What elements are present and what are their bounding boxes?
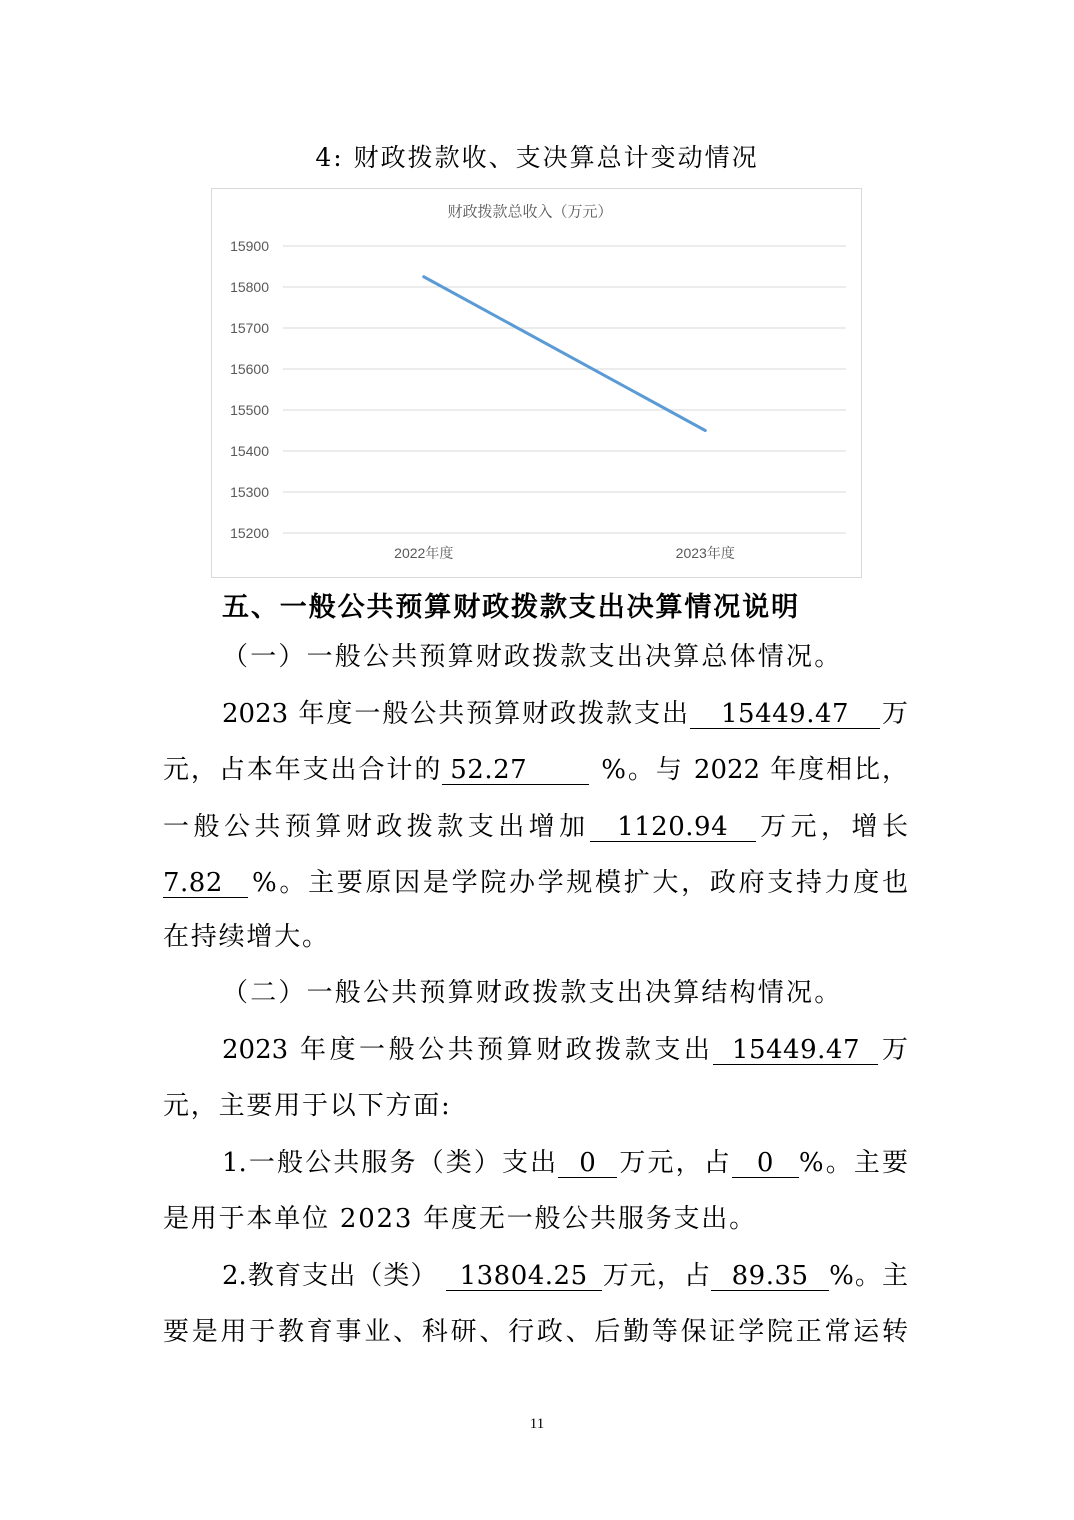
paragraph-text: 2023 年度一般公共预算财政拨款支出 — [222, 699, 691, 729]
paragraph-line — [163, 805, 908, 849]
x-tick-label: 2022年度 — [394, 545, 454, 561]
figure-caption: 4: 财政拨款收、支决算总计变动情况 — [315, 143, 759, 172]
y-tick-label: 15500 — [230, 402, 269, 418]
series-line — [424, 277, 706, 431]
paragraph-line: 在持续增大。 — [163, 922, 330, 952]
chart-title: 财政拨款总收入（万元） — [447, 203, 613, 221]
y-tick-label: 15900 — [230, 238, 269, 254]
paragraph-text: 万元，占 — [617, 1148, 732, 1178]
y-tick-label: 15700 — [230, 320, 269, 336]
paragraph-line — [163, 861, 908, 905]
paragraph-text: 一般公共预算财政拨款支出增加 — [163, 812, 590, 842]
structure-expenditure-amount: 15449.47 — [713, 1036, 878, 1065]
expenditure-amount: 15449.47 — [690, 700, 880, 729]
paragraph-text: %。与 2022 年度相比， — [601, 755, 908, 785]
page-number: 11 — [529, 1416, 545, 1432]
growth-rate: 7.82 — [163, 869, 248, 898]
chart-plot — [212, 189, 861, 577]
paragraph-text: %。主要原因是学院办学规模扩大，政府支持力度也 — [252, 868, 908, 898]
x-tick-label: 2023年度 — [675, 545, 735, 561]
y-tick-label: 15800 — [230, 279, 269, 295]
section-heading: 五、一般公共预算财政拨款支出决算情况说明 — [222, 592, 800, 623]
paragraph-text: 1.一般公共服务（类）支出 — [222, 1148, 559, 1178]
paragraph-line: 元，主要用于以下方面: — [163, 1091, 452, 1121]
paragraph-line: 要是用于教育事业、科研、行政、后勤等保证学院正常运转 — [163, 1317, 908, 1347]
paragraph-line — [222, 692, 908, 736]
general-public-services-share: 0 — [732, 1149, 799, 1178]
paragraph-line — [222, 1028, 908, 1072]
education-amount: 13804.25 — [446, 1262, 602, 1291]
paragraph-line — [163, 748, 908, 792]
subsection-title-structure: （二）一般公共预算财政拨款支出决算结构情况。 — [222, 978, 843, 1008]
expenditure-share: 52.27 — [442, 756, 589, 785]
paragraph-text: 元，占本年支出合计的 — [163, 755, 443, 785]
paragraph-text: 2023 年度一般公共预算财政拨款支出 — [222, 1035, 714, 1065]
revenue-line-chart — [211, 188, 862, 578]
expenditure-increase: 1120.94 — [590, 813, 756, 842]
subsection-title-overall: （一）一般公共预算财政拨款支出决算总体情况。 — [222, 642, 843, 672]
general-public-services-amount: 0 — [558, 1149, 617, 1178]
education-share: 89.35 — [711, 1262, 829, 1291]
paragraph-text: 万 — [878, 1035, 908, 1065]
paragraph-text: 2.教育支出（类） — [222, 1261, 438, 1291]
paragraph-text: 万 — [880, 699, 908, 729]
y-tick-label: 15300 — [230, 484, 269, 500]
paragraph-line: 是用于本单位 2023 年度无一般公共服务支出。 — [163, 1204, 757, 1234]
paragraph-text: 万元，增长 — [755, 812, 908, 842]
y-tick-label: 15200 — [230, 525, 269, 541]
paragraph-line — [222, 1254, 908, 1298]
paragraph-text: 万元，占 — [601, 1261, 712, 1291]
y-tick-label: 15600 — [230, 361, 269, 377]
paragraph-line — [222, 1141, 908, 1185]
y-tick-label: 15400 — [230, 443, 269, 459]
paragraph-text: %。主要 — [798, 1148, 908, 1178]
paragraph-text: %。主 — [829, 1261, 908, 1291]
